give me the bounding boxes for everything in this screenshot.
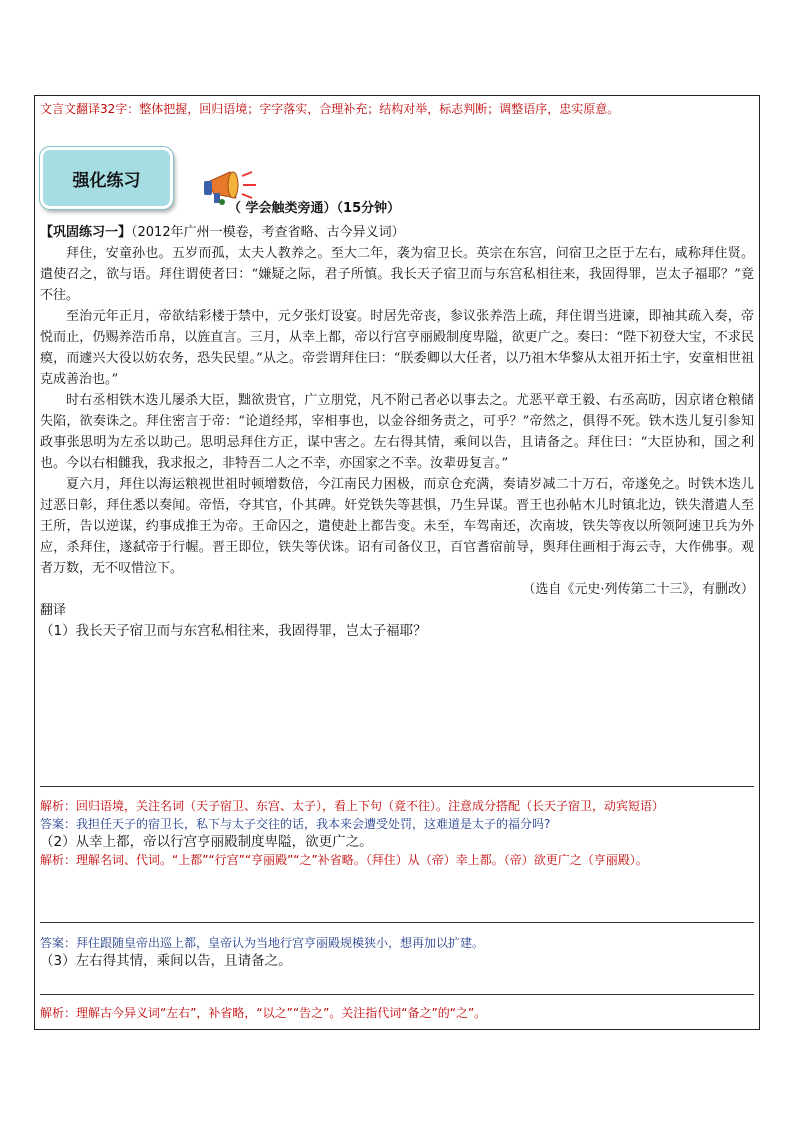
question-2-answer: 答案：拜住跟随皇帝出巡上都，皇帝认为当地行宫亨丽殿规模狭小，想再加以扩建。 xyxy=(40,936,485,950)
question-3-analysis: 解析：理解古今异义词“左右”，补省略，“以之”“告之”。关注指代词“备之”的“之”。 xyxy=(40,1006,487,1020)
passage-paragraph-4: 夏六月，拜住以海运粮视世祖时顿增数倍，今江南民力困极，而京仓充满，奏请岁减二十万石，帝遂免之。时铁木迭儿过恶日彰，拜住悉以奏闻。帝悟，夺其官，仆其碑。奸党铁失等甚惧，乃生异谋。晋王也孙帖木儿时镇北边，铁失潜遣人至王所，告以逆谋，约事成推王为帝。王命囚之，遣使赴上都告变。未至，车驾南还，次南坡，铁失等夜以所领阿速卫兵为外应，杀拜住，遂弑帝于行幄。晋王即位，铁失等伏诛。诏有司备仪卫，百官耆宿前导，舆拜住画相于海云寺，大作佛事。观者万数，无不叹惜泣下。 xyxy=(40,477,754,576)
question-2: （2）从幸上都，帝以行宫亨丽殿制度卑隘，欲更广之。 xyxy=(40,834,373,850)
question-1-analysis: 解析：回归语境，关注名词（天子宿卫、东宫、太子），看上下句（竟不往）。注意成分搭配（长天子宿卫，动宾短语） xyxy=(40,799,665,813)
question-3-notes xyxy=(40,1004,754,1022)
answer-line-2 xyxy=(40,922,754,923)
section-badge: 强化练习 xyxy=(40,147,173,209)
passage-paragraph-3: 时右丞相铁木迭儿屡杀大臣，黜欲贵官，广立朋党，凡不附己者必以事去之。尤恶平章王毅、右丞高昉，因京诸仓粮储失陷，欲奏诛之。拜住密言于帝：“论道经邦，宰相事也，以金谷细务责之，可乎？”帝然之，俱得不死。铁木迭儿复引参知政事张思明为左丞以助己。思明忌拜住方正，谋中害之。左右得其情，乘间以告，且请备之。拜住曰：“大臣协和，国之利也。今以右相雠我，我求报之，非特吾二人之不幸，亦国家之不幸。汝辈毋复言。” xyxy=(40,393,754,471)
exercise-passage xyxy=(40,222,754,642)
passage-paragraph-1: 拜住，安童孙也。五岁而孤，太夫人教养之。至大二年，袭为宿卫长。英宗在东宫，问宿卫之臣于左右，咸称拜住贤。遣使召之，欲与语。拜住谓使者曰：“嫌疑之际，君子所慎。我长天子宿卫而与东宫私相往来，我固得罪，岂太子福耶？”竟不往。 xyxy=(40,246,754,303)
question-2-analysis: 解析：理解名词、代词。“上都”“行宫”“亨丽殿”“之”补省略。（拜住）从（帝）幸上都。（帝）欲更广之（亨丽殿）。 xyxy=(40,853,648,867)
header-note: 文言文翻译32字：整体把握，回归语境；字字落实，合理补充；结构对举，标志判断；调整语序，忠实原意。 xyxy=(40,102,620,116)
passage-paragraph-2: 至治元年正月，帝欲结彩楼于禁中，元夕张灯设宴。时居先帝丧，参议张养浩上疏，拜住谓当进谏，即袖其疏入奏，帝悦而止，仍赐养浩币帛，以旌直言。三月，从幸上都，帝以行宫亨丽殿制度卑隘，欲更广之。奏曰：“陛下初登大宝，不求民瘼，而遽兴大役以妨农务，恐失民望。”从之。帝尝谓拜住曰：“朕委卿以大任者，以乃祖木华黎从太祖开拓土宇，安童相世祖克成善治也。” xyxy=(40,309,754,387)
answer-line-3 xyxy=(40,994,754,995)
exercise-source: （2012年广州一模卷，考查省略、古今异义词） xyxy=(131,225,405,240)
question-1-answer: 答案：我担任天子的宿卫长，私下与太子交往的话，我本来会遭受处罚，这难道是太子的福分吗? xyxy=(40,817,551,831)
question-2-notes xyxy=(40,934,754,970)
translate-label: 翻译 xyxy=(40,603,67,618)
exercise-title: 【巩固练习一】 xyxy=(40,225,132,240)
question-1-notes xyxy=(40,797,754,869)
passage-source: （选自《元史·列传第二十三》，有删改） xyxy=(522,582,754,597)
answer-line-1 xyxy=(40,786,754,787)
exercise-header xyxy=(40,222,754,243)
question-1: （1）我长天子宿卫而与东宫私相往来，我固得罪，岂太子福耶？ xyxy=(40,623,427,639)
section-subheading: （ 学会触类旁通）（15分钟） xyxy=(228,201,401,216)
question-3: （3）左右得其情，乘间以告，且请备之。 xyxy=(40,953,292,969)
